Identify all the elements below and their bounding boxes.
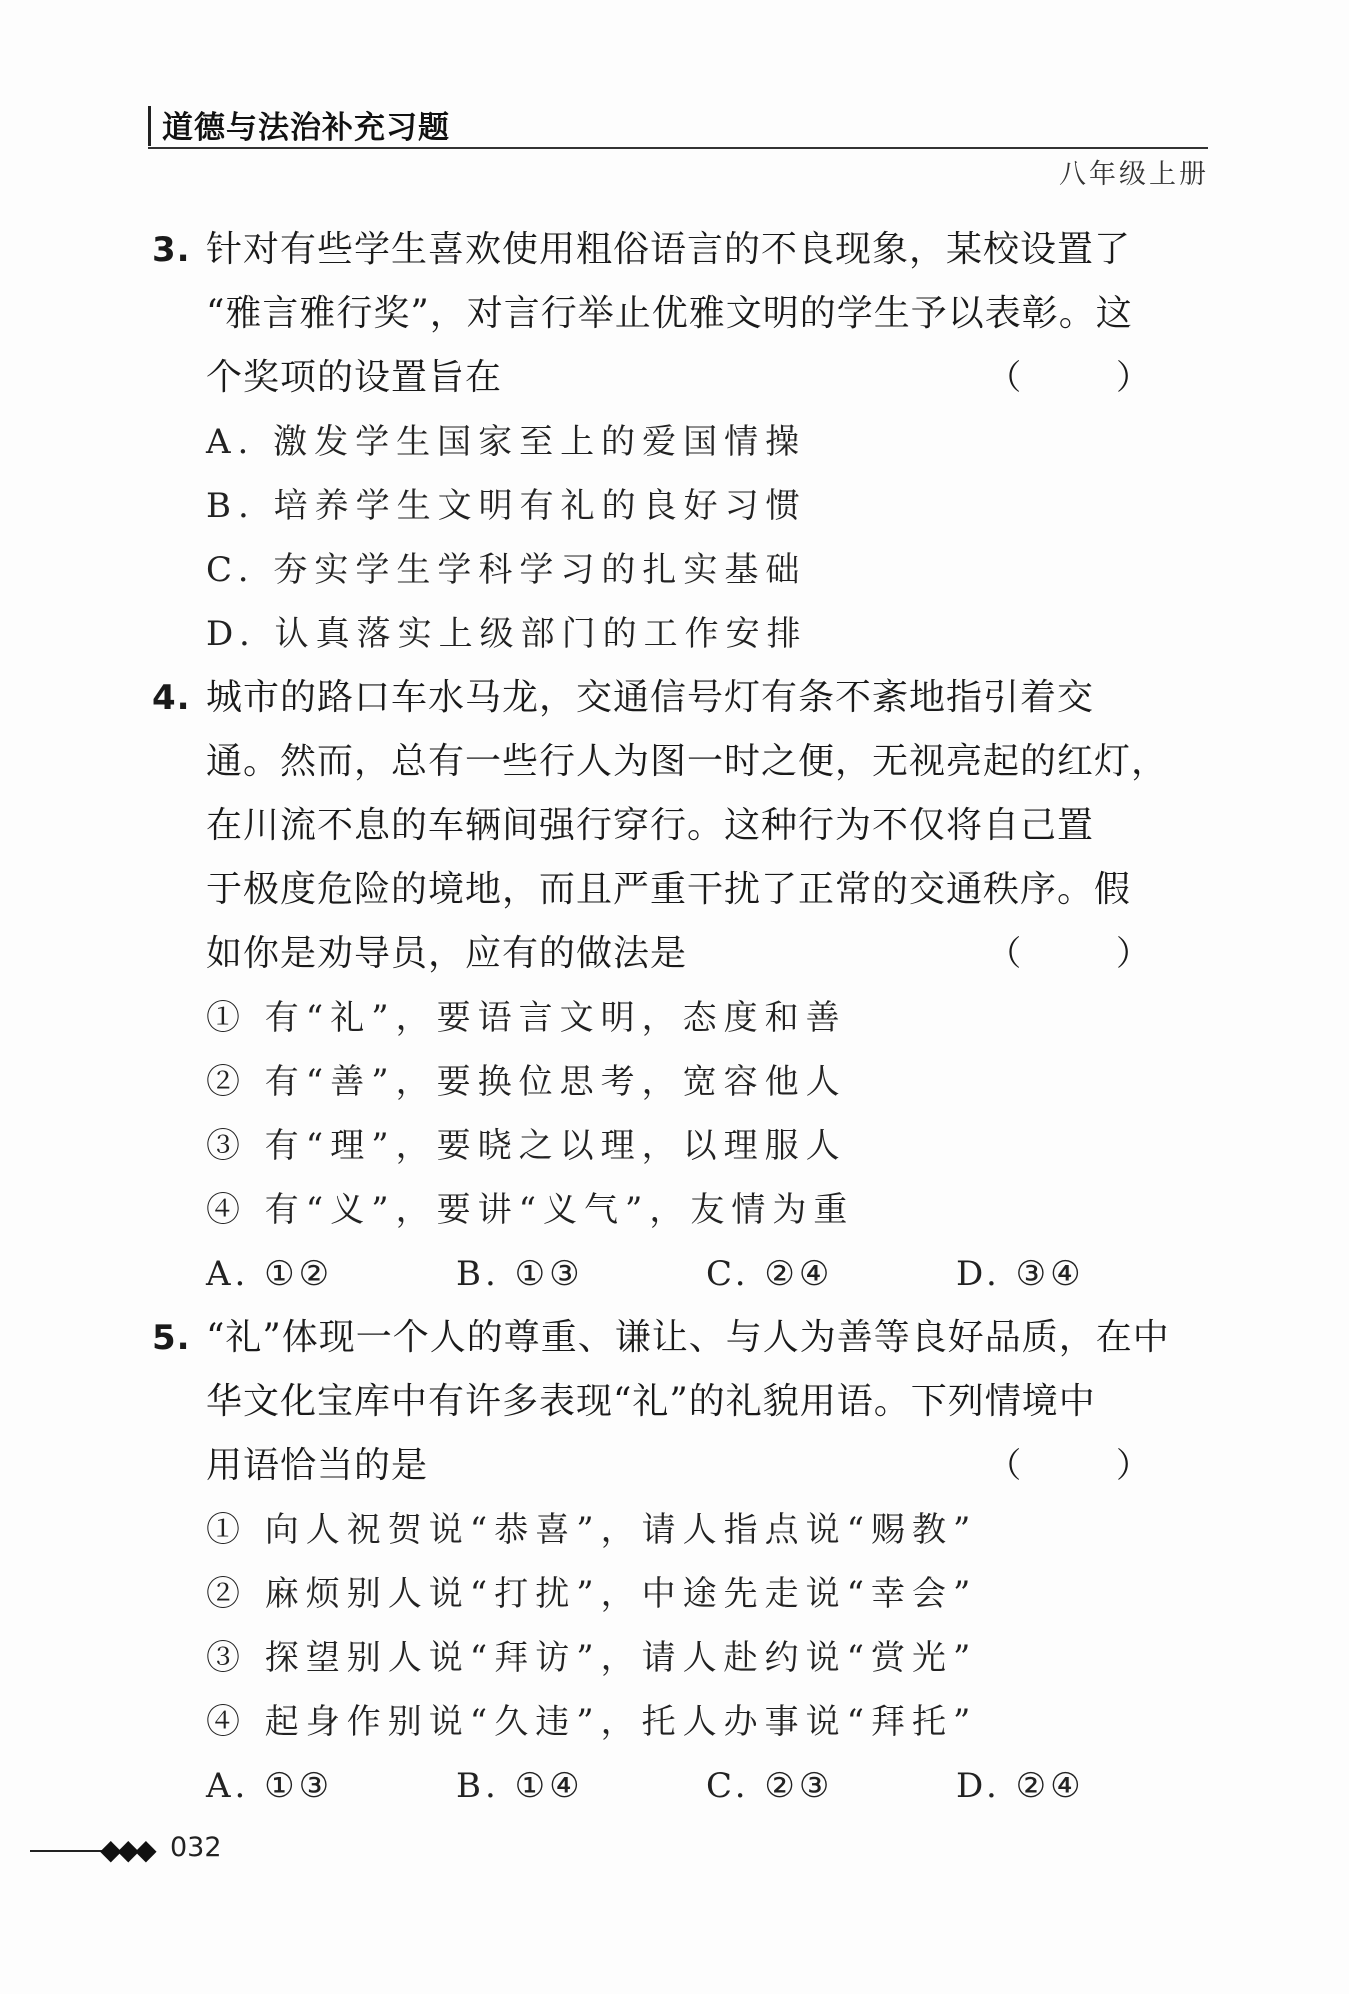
question-line	[152, 1434, 1212, 1498]
option[interactable]	[152, 538, 1212, 602]
choice-b[interactable]: B. ①③	[456, 1254, 584, 1294]
choice-d[interactable]: D. ②④	[956, 1766, 1085, 1806]
footer-rule	[30, 1850, 105, 1852]
statement	[152, 1690, 1212, 1754]
answer-blank[interactable]: （ ）	[987, 934, 1192, 974]
diamond-icon: ◆◆◆	[100, 1833, 153, 1866]
question-line	[152, 922, 1212, 986]
question-text: 城市的路口车水马龙，交通信号灯有条不紊地指引着交	[206, 677, 1095, 718]
choice-b[interactable]: B. ①④	[456, 1766, 584, 1806]
statement-text: ③ 有“理”，要晓之以理，以理服人	[206, 1126, 847, 1166]
question-5	[152, 1306, 1212, 1818]
question-4	[152, 666, 1212, 1306]
statement	[152, 1626, 1212, 1690]
question-number: 5.	[152, 1318, 191, 1358]
statement-text: ② 有“善”，要换位思考，宽容他人	[206, 1062, 847, 1102]
page-number: 032	[170, 1832, 222, 1863]
statement	[152, 1050, 1212, 1114]
choice-a[interactable]: A. ①③	[206, 1766, 334, 1806]
statement	[152, 1562, 1212, 1626]
question-text: 个奖项的设置旨在	[206, 357, 503, 398]
answer-blank[interactable]: （ ）	[987, 358, 1192, 398]
choices-row	[152, 1754, 1212, 1818]
question-text: 如你是劝导员，应有的做法是	[206, 933, 688, 974]
question-line	[152, 794, 1212, 858]
question-text: 华文化宝库中有许多表现“礼”的礼貌用语。下列情境中	[206, 1381, 1096, 1422]
question-line	[152, 218, 1212, 282]
header-rule	[148, 147, 1208, 149]
question-line	[152, 666, 1212, 730]
question-text: “雅言雅行奖”，对言行举止优雅文明的学生予以表彰。这	[206, 293, 1133, 334]
choice-c[interactable]: C. ②④	[706, 1254, 834, 1294]
book-title: 道德与法治补充习题	[162, 110, 450, 146]
statement	[152, 986, 1212, 1050]
question-number: 4.	[152, 678, 191, 718]
question-text: 用语恰当的是	[206, 1445, 429, 1486]
option-text: A. 激发学生国家至上的爱国情操	[206, 422, 807, 462]
grade-subtitle: 八年级上册	[1059, 159, 1209, 190]
choice-a[interactable]: A. ①②	[206, 1254, 334, 1294]
option[interactable]	[152, 474, 1212, 538]
question-line	[152, 858, 1212, 922]
statement-text: ② 麻烦别人说“打扰”，中途先走说“幸会”	[206, 1574, 978, 1614]
statement	[152, 1498, 1212, 1562]
statement-text: ① 有“礼”，要语言文明，态度和善	[206, 998, 847, 1038]
choices-row	[152, 1242, 1212, 1306]
statement	[152, 1178, 1212, 1242]
option-text: D. 认真落实上级部门的工作安排	[206, 614, 808, 654]
answer-blank[interactable]: （ ）	[987, 1446, 1192, 1486]
choice-d[interactable]: D. ③④	[956, 1254, 1085, 1294]
header-bar	[148, 106, 151, 146]
question-line	[152, 1370, 1212, 1434]
statement-text: ④ 有“义”，要讲“义气”，友情为重	[206, 1190, 855, 1230]
question-text: 在川流不息的车辆间强行穿行。这种行为不仅将自己置	[206, 805, 1095, 846]
question-line	[152, 1306, 1212, 1370]
question-text: “礼”体现一个人的尊重、谦让、与人为善等良好品质，在中	[206, 1317, 1170, 1358]
question-text: 于极度危险的境地，而且严重干扰了正常的交通秩序。假	[206, 869, 1132, 910]
question-line	[152, 730, 1212, 794]
option[interactable]	[152, 602, 1212, 666]
questions-area	[152, 218, 1212, 1818]
statement-text: ④ 起身作别说“久违”，托人办事说“拜托”	[206, 1702, 978, 1742]
question-line	[152, 282, 1212, 346]
question-number: 3.	[152, 230, 191, 270]
statement-text: ① 向人祝贺说“恭喜”，请人指点说“赐教”	[206, 1510, 978, 1550]
question-line	[152, 346, 1212, 410]
question-text: 通。然而，总有一些行人为图一时之便，无视亮起的红灯，	[206, 741, 1169, 782]
question-text: 针对有些学生喜欢使用粗俗语言的不良现象，某校设置了	[206, 229, 1132, 270]
choice-c[interactable]: C. ②③	[706, 1766, 834, 1806]
statement-text: ③ 探望别人说“拜访”，请人赴约说“赏光”	[206, 1638, 978, 1678]
option-text: B. 培养学生文明有礼的良好习惯	[206, 486, 807, 526]
page-header	[148, 100, 1208, 148]
statement	[152, 1114, 1212, 1178]
option[interactable]	[152, 410, 1212, 474]
option-text: C. 夯实学生学科学习的扎实基础	[206, 550, 807, 590]
question-3	[152, 218, 1212, 666]
